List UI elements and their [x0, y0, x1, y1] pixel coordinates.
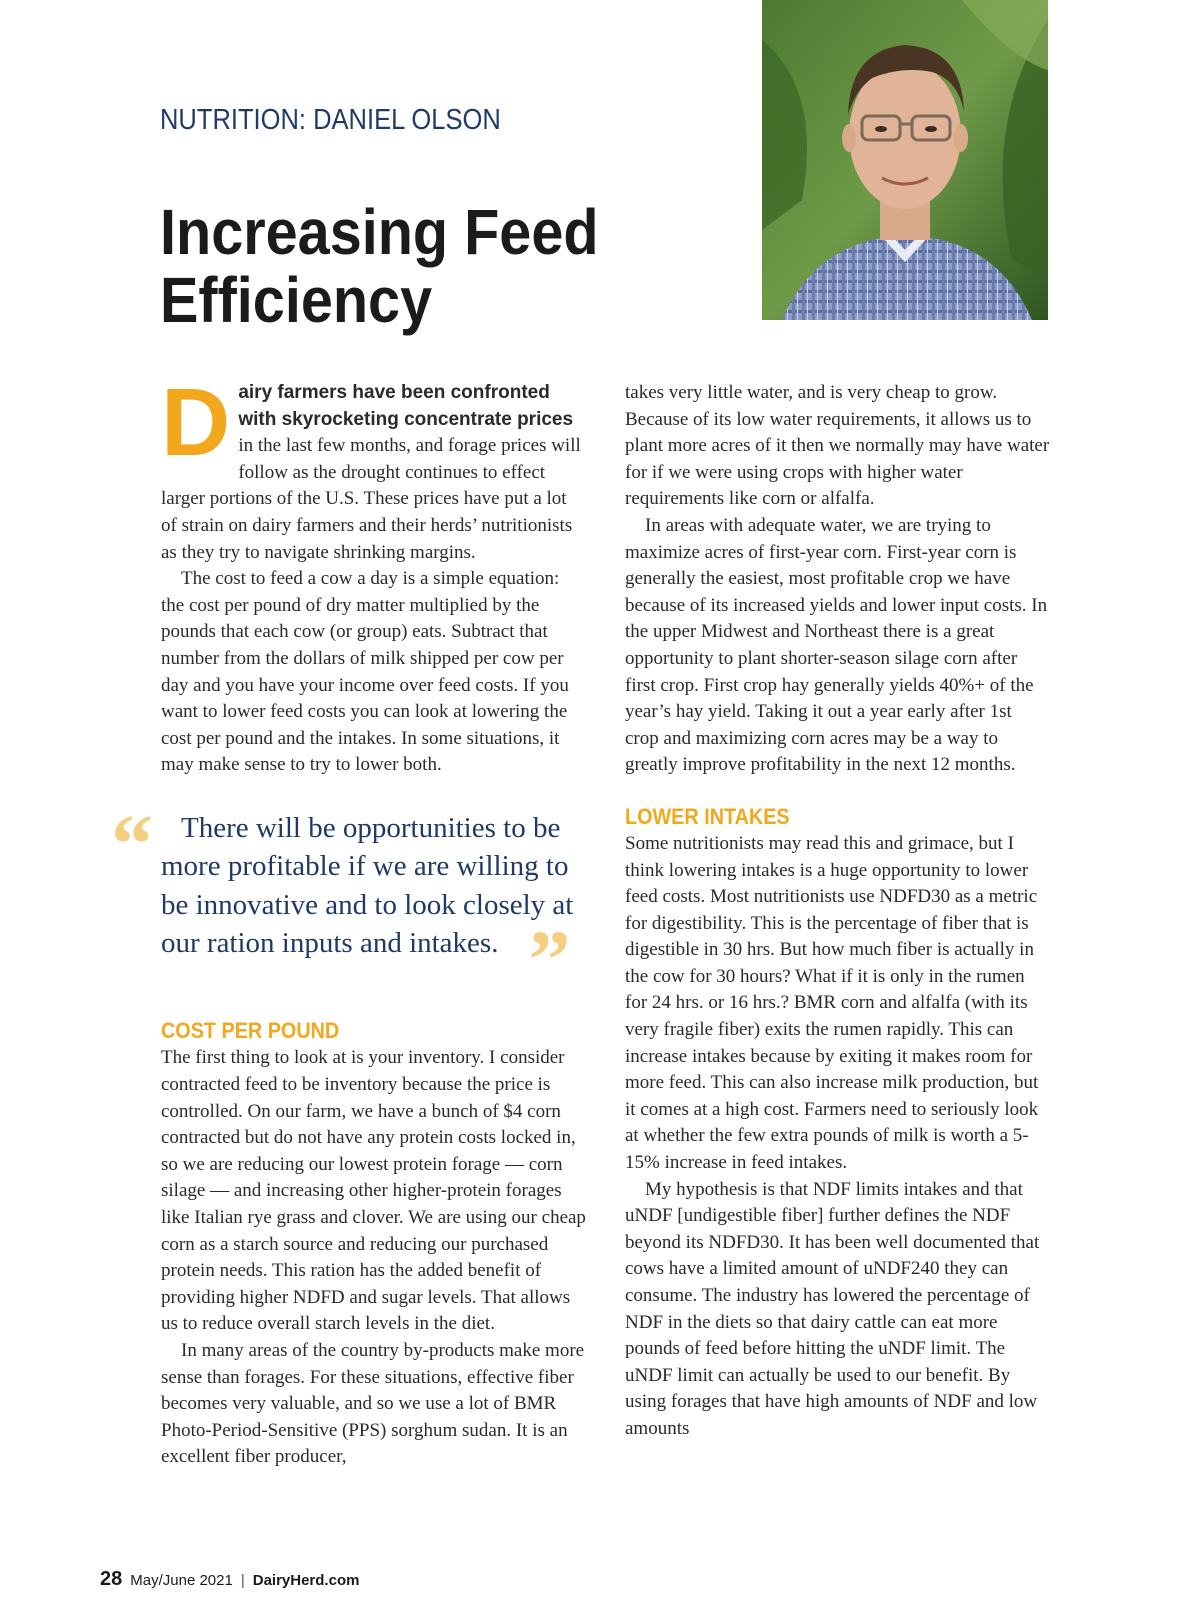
lead-paragraph: [161, 369, 586, 566]
section-kicker: NUTRITION: DANIEL OLSON: [160, 104, 501, 136]
website-link[interactable]: DairyHerd.com: [252, 1572, 360, 1589]
article-title-line-2: Efficiency: [160, 264, 433, 336]
article-title-line-1: Increasing Feed: [160, 196, 599, 268]
lead-rest-text: in the last few months, and forage prices will follow as the drought continues to effect larger portions of the U.S. These prices have put a lot of strain on dairy farmers and their herds’ nutritionists as they try to navigate shrinking margins.: [161, 435, 581, 563]
author-portrait-photo-icon: [762, 0, 1048, 320]
page-footer: [100, 1568, 359, 1591]
author-portrait-photo: [762, 0, 1048, 320]
close-quote-icon: ”: [528, 914, 571, 1008]
body-paragraph: The cost to feed a cow a day is a simple equation: the cost per pound of dry matter multiplied by the pounds that each cow (or group) eats. Subtract that number from the dollars of milk shipped per cow per day and you have your income over feed costs. If you want to lower feed costs you can look at lowering the cost per pound and the intakes. In some situations, it may make sense to try to lower both.: [161, 568, 569, 776]
pull-quote-body: There will be opportunities to be more profitable if we are willing to be innovative and to look closely at our ration inputs and intakes.: [161, 811, 574, 960]
body-paragraph: takes very little water, and is very cheap to grow. Because of its low water requirements, it allows us to plant more acres of it then we normally may have water for if we were using crops with higher water requirements like corn or alfalfa.: [625, 382, 1050, 510]
subhead-lower-intakes: LOWER INTAKES: [625, 803, 790, 829]
page-number: 28: [100, 1568, 123, 1590]
drop-cap: D: [161, 369, 231, 476]
body-paragraph: Some nutritionists may read this and grimace, but I think lowering intakes is a huge opportunity to lower feed costs. Most nutritionists use NDFD30 as a metric for digestibility. This is the percentage of fiber that is digestible in 30 hrs. But how much fiber is actually in the cow for 30 hours? What if it is only in the rumen for 24 hrs. or 16 hrs.? BMR corn and alfalfa (with its very fragile fiber) exits the rumen rapidly. This can increase intakes because by exiting it makes room for more feed. This can also increase milk production, but it comes at a high cost. Farmers need to seriously look at whether the few extra pounds of milk is worth a 5-15% increase in feed intakes.: [625, 832, 1039, 1174]
article-title: [160, 198, 664, 334]
pull-quote-text: [161, 809, 586, 1008]
issue-date: May/June 2021: [130, 1572, 233, 1589]
right-column: [625, 380, 1050, 1443]
body-paragraph: In areas with adequate water, we are trying to maximize acres of first-year corn. First-year corn is generally the easiest, most profitable crop we have because of its increased yields and lower input costs. In the upper Midwest and Northeast there is a great opportunity to plant shorter-season silage corn after first crop. First crop hay generally yields 40%+ of the year’s hay yield. Taking it out a year early after 1st crop and maximizing corn acres may be a way to greatly improve profitability in the next 12 months.: [625, 514, 1048, 776]
open-quote-icon: “: [111, 797, 153, 891]
lead-bold-text: airy farmers have been confronted with skyrocketing concentrate prices: [238, 382, 574, 430]
pull-quote: [111, 797, 586, 1008]
left-column: [111, 369, 586, 1471]
footer-separator: |: [240, 1572, 245, 1589]
body-paragraph: In many areas of the country by-products make more sense than forages. For these situations, effective fiber becomes very valuable, and so we use a lot of BMR Photo-Period-Sensitive (PPS) sorghum sudan. It is an excellent fiber producer,: [161, 1339, 585, 1468]
body-paragraph: My hypothesis is that NDF limits intakes and that uNDF [undigestible fiber] further defines the NDF beyond its NDFD30. It has been well documented that cows have a limited amount of uNDF240 they can consume. The industry has lowered the percentage of NDF in the diets so that dairy cattle can eat more pounds of feed before hitting the uNDF limit. The uNDF limit can actually be used to our benefit. By using forages that have high amounts of NDF and low amounts: [625, 1178, 1040, 1439]
body-paragraph: The first thing to look at is your inventory. I consider contracted feed to be inventory because the price is controlled. On our farm, we have a bunch of $4 corn contracted but do not have any protein costs locked in, so we are reducing our lowest protein forage — corn silage — and increasing other higher-protein forages like Italian rye grass and clover. We are using our cheap corn as a starch source and reducing our purchased protein needs. This ration has the added benefit of providing higher NDFD and sugar levels. That allows us to reduce overall starch levels in the diet.: [161, 1047, 586, 1335]
subhead-cost-per-pound: COST PER POUND: [161, 1018, 340, 1044]
